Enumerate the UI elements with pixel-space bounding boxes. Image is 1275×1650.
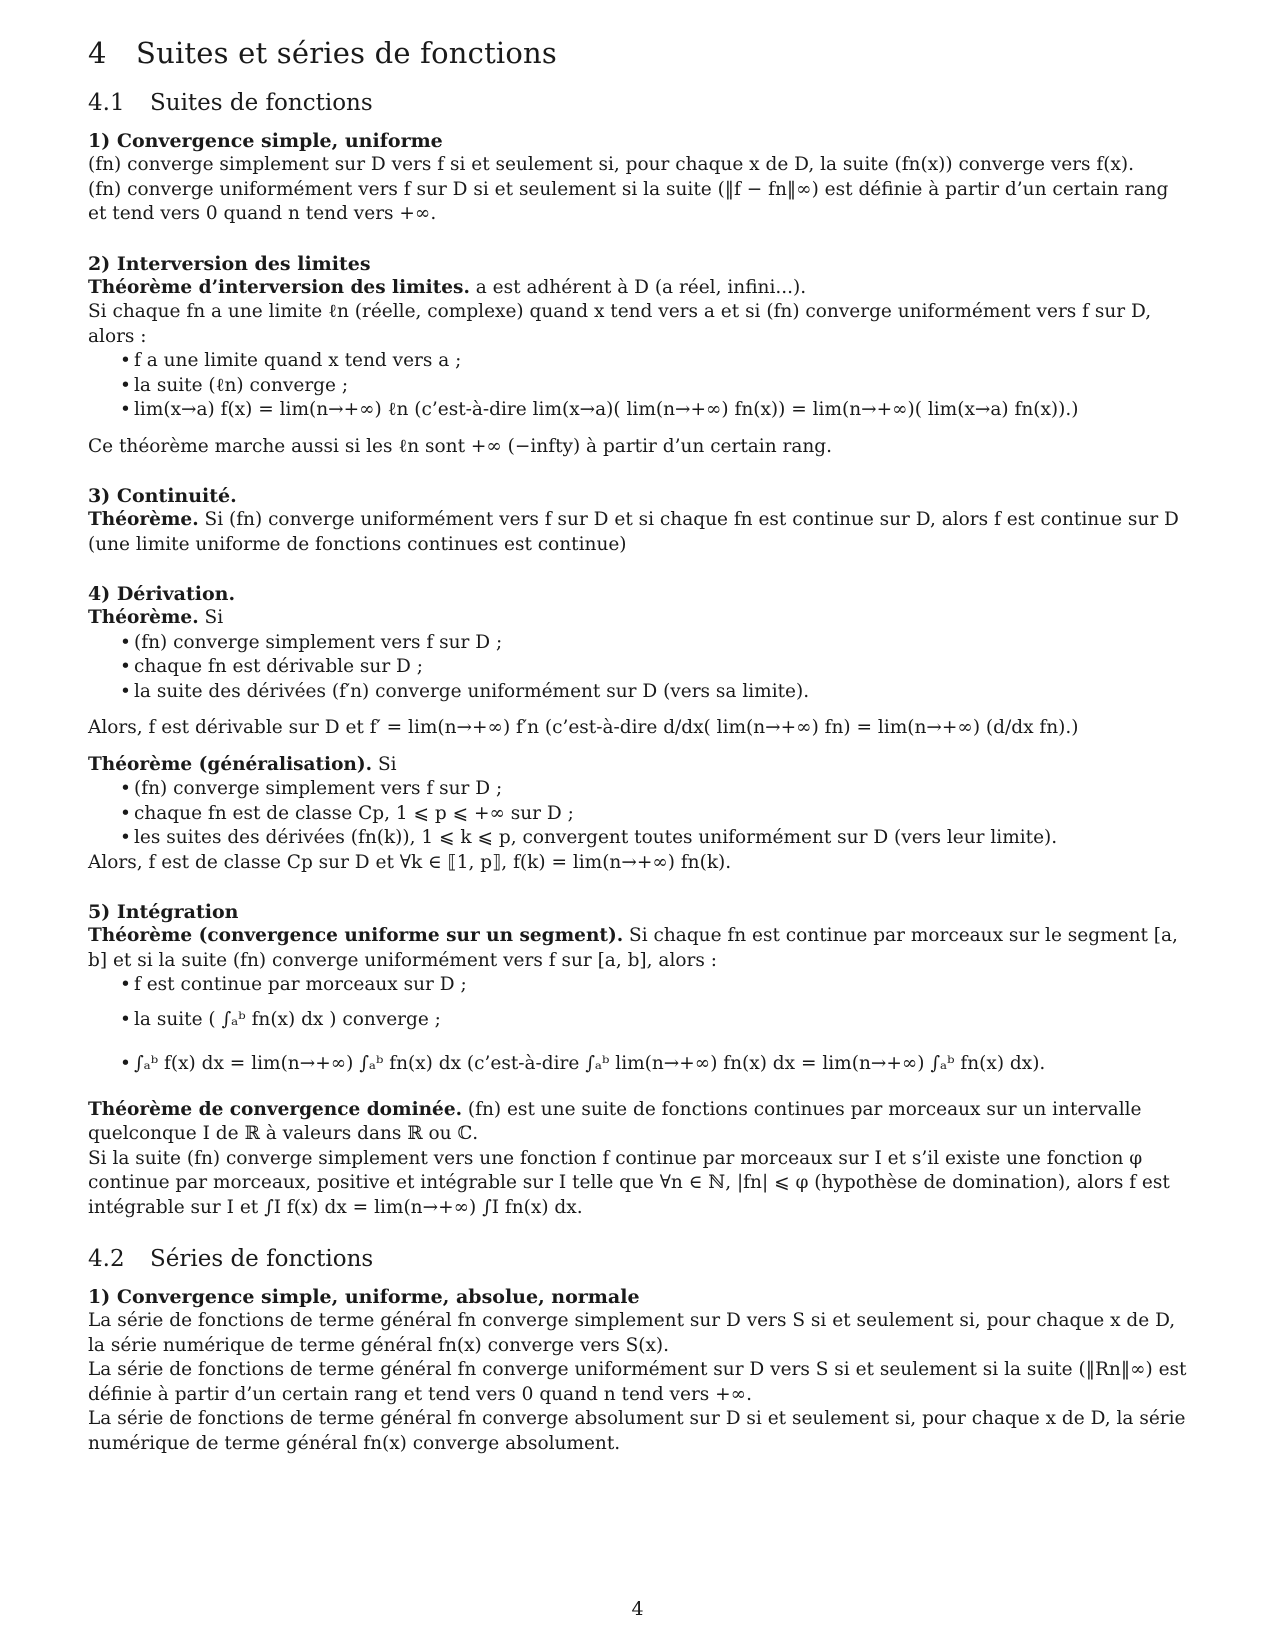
theorem-text: Si (fn) converge uniformément vers f sur D et si chaque fn est continue sur D, alors f est continue sur D (une limite uniforme de fonctions continues est continue): [88, 509, 1179, 555]
list-generalisation: [88, 777, 1188, 851]
subsection-heading-4-2: [88, 1246, 1188, 1272]
theorem-label: Théorème.: [88, 509, 199, 530]
subsection-heading-4-1: [88, 90, 1188, 116]
text-series-simple: La série de fonctions de terme général fn converge simplement sur D vers S si et seulement si, pour chaque x de D, la série numérique de terme général fn(x) converge vers S(x).: [88, 1310, 1176, 1356]
text-simple-convergence: (fn) converge simplement sur D vers f si et seulement si, pour chaque x de D, la suite (fn(x)) converge vers f(x).: [88, 154, 1134, 175]
list-item: • chaque fn est dérivable sur D ;: [120, 655, 1188, 680]
text-interversion-hypothesis: Si chaque fn a une limite ℓn (réelle, complexe) quand x tend vers a et si (fn) converge uniformément vers f sur D, alors :: [88, 301, 1152, 347]
paragraph-heading-series-convergence: 1) Convergence simple, uniforme, absolue, normale: [88, 1286, 640, 1308]
theorem-label: Théorème (généralisation).: [88, 753, 373, 775]
section-title: Suites et séries de fonctions: [136, 36, 558, 70]
section-number: 4: [88, 36, 107, 70]
subsection-title: Séries de fonctions: [150, 1246, 374, 1272]
theorem-continuite: [88, 508, 1188, 557]
list-item: • f est continue par morceaux sur D ;: [120, 973, 1188, 998]
section-heading: [88, 36, 1188, 70]
theorem-label: Théorème (convergence uniforme sur un segment).: [88, 925, 624, 946]
list-integration: [88, 973, 1188, 1086]
theorem-text: Si: [372, 753, 397, 775]
list-item: • lim(x→a) f(x) = lim(n→+∞) ℓn (c’est-à-dire lim(x→a)( lim(n→+∞) fn(x)) = lim(n→+∞)( lim(x→a) fn(x)).): [120, 398, 1188, 423]
paragraph-heading-continuite: 3) Continuité.: [88, 485, 237, 507]
theorem-generalisation: [88, 753, 1188, 778]
theorem-text: (fn) est une suite de fonctions continues par morceaux sur un intervalle quelconque I de ℝ à valeurs dans ℝ ou ℂ.: [88, 1098, 1142, 1144]
list-item: • (fn) converge simplement vers f sur D ;: [120, 777, 1188, 802]
page-content: [88, 36, 1188, 1456]
text-derivation-conclusion: Alors, f est dérivable sur D et f′ = lim(n→+∞) f′n (c’est-à-dire d/dx( lim(n→+∞) fn) = lim(n→+∞) (d/dx fn).): [88, 717, 1079, 738]
theorem-text: a est adhérent à D (a réel, infini...).: [469, 276, 807, 298]
list-item: • f a une limite quand x tend vers a ;: [120, 349, 1188, 374]
theorem-dominated: [88, 1098, 1188, 1147]
paragraph-heading-derivation: 4) Dérivation.: [88, 583, 236, 605]
text-uniform-convergence: (fn) converge uniformément vers f sur D si et seulement si la suite (‖f − fn‖∞) est définie à partir d’un certain rang et tend vers 0 quand n tend vers +∞.: [88, 178, 1169, 224]
theorem-text: Si: [198, 607, 224, 628]
theorem-label: Théorème.: [88, 607, 199, 628]
theorem-segment: [88, 924, 1188, 973]
list-item: • ∫ₐᵇ f(x) dx = lim(n→+∞) ∫ₐᵇ fn(x) dx (c’est-à-dire ∫ₐᵇ lim(n→+∞) fn(x) dx = lim(n→+∞) ∫ₐᵇ fn(x) dx).: [120, 1042, 1188, 1086]
paragraph-heading-interversion: 2) Interversion des limites: [88, 252, 371, 275]
list-derivation: [88, 631, 1188, 705]
paragraph-heading-convergence: 1) Convergence simple, uniforme: [88, 130, 443, 152]
list-item: • la suite ( ∫ₐᵇ fn(x) dx ) converge ;: [120, 998, 1188, 1042]
text-dominated-convergence: Si la suite (fn) converge simplement vers une fonction f continue par morceaux sur I et s’il existe une fonction φ continue par morceaux, positive et intégrable sur I telle que ∀n ∈ ℕ, |fn| ⩽ φ (hypothèse de domination), alors f est intégrable sur I et ∫I f(x) dx = lim(n→+∞) ∫I fn(x) dx.: [88, 1147, 1170, 1218]
text-interversion-remark: Ce théorème marche aussi si les ℓn sont +∞ (−infty) à partir d’un certain rang.: [88, 435, 833, 457]
list-item: • les suites des dérivées (fn(k)), 1 ⩽ k ⩽ p, convergent toutes uniformément sur D (vers leur limite).: [120, 826, 1188, 851]
list-item: • la suite des dérivées (f′n) converge uniformément sur D (vers sa limite).: [120, 680, 1188, 705]
theorem-label: Théorème de convergence dominée.: [88, 1098, 463, 1120]
theorem-label: Théorème d’interversion des limites.: [88, 276, 470, 298]
list-item: • chaque fn est de classe Cp, 1 ⩽ p ⩽ +∞ sur D ;: [120, 802, 1188, 827]
text-series-uniform: La série de fonctions de terme général fn converge uniformément sur D vers S si et seulement si la suite (‖Rn‖∞) est définie à partir d’un certain rang et tend vers 0 quand n tend vers +∞.: [88, 1359, 1187, 1405]
list-item: • (fn) converge simplement vers f sur D ;: [120, 631, 1188, 656]
paragraph-heading-integration: 5) Intégration: [88, 901, 239, 923]
theorem-derivation: [88, 606, 1188, 631]
subsection-number: 4.1: [88, 90, 125, 116]
theorem-interversion: [88, 276, 1188, 301]
theorem-text: Si chaque fn est continue par morceaux sur le segment [a, b] et si la suite (fn) converge uniformément vers f sur [a, b], alors :: [88, 925, 1178, 971]
page-number: 4: [631, 1598, 644, 1620]
list-item: • la suite (ℓn) converge ;: [120, 374, 1188, 399]
list-interversion: [88, 349, 1188, 423]
subsection-title: Suites de fonctions: [150, 90, 373, 116]
text-series-absolute: La série de fonctions de terme général fn converge absolument sur D si et seulement si, pour chaque x de D, la série numérique de terme général fn(x) converge absolument.: [88, 1408, 1186, 1454]
subsection-number: 4.2: [88, 1246, 125, 1272]
text-generalisation-conclusion: Alors, f est de classe Cp sur D et ∀k ∈ ⟦1, p⟧, f(k) = lim(n→+∞) fn(k).: [88, 851, 732, 873]
